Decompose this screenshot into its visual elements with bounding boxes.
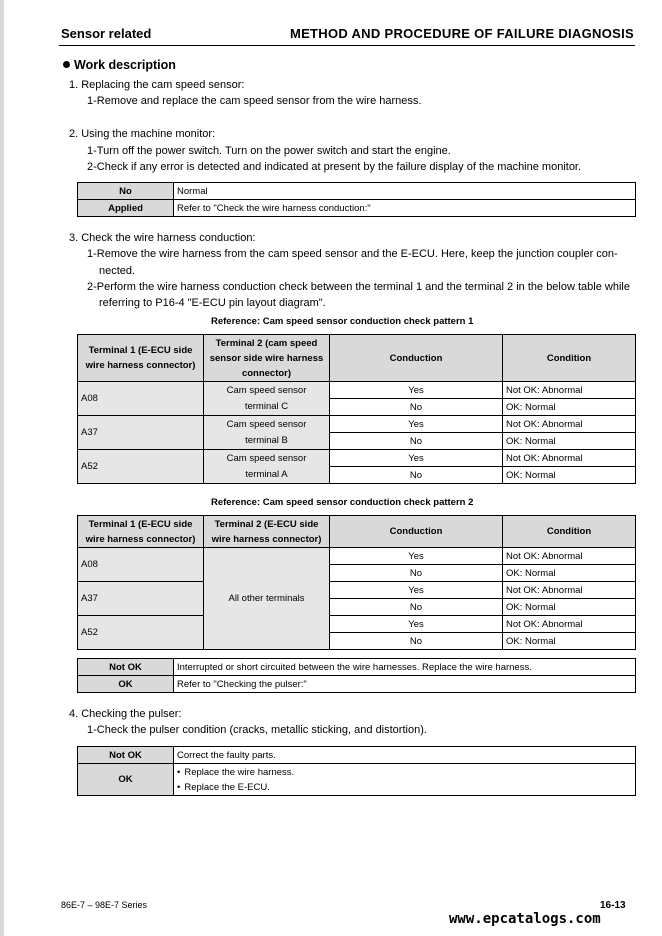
header-section-label: Sensor related [61,26,152,41]
conduction-cell: Yes [330,416,503,433]
footer-series: 86E-7 – 98E-7 Series [61,900,148,910]
step2-result-table [77,182,636,217]
conduction-cell: No [330,565,503,582]
conduction-cell: Yes [330,450,503,467]
terminal2-text: terminal B [245,434,288,446]
result-value [174,764,636,796]
table-header-row [78,516,636,548]
terminal2-all-cell: All other terminals [204,548,330,650]
result-key: Not OK [78,747,174,764]
condition-cell: Not OK: Abnormal [503,616,636,633]
header-condition: Condition [503,516,636,548]
step2-title: 2. Using the machine monitor: [69,128,216,140]
table-row [78,582,636,599]
bullet-icon [63,61,70,68]
step3-sub1-cont: nected. [99,265,136,277]
condition-cell: OK: Normal [503,633,636,650]
terminal2-text: Cam speed sensor [226,452,307,464]
header-text: sensor side wire harness [209,352,324,364]
page-header [59,26,635,46]
result-key: No [78,183,174,200]
result-value: Normal [174,183,636,200]
terminal2-cell [204,450,330,484]
condition-cell: Not OK: Abnormal [503,382,636,399]
terminal1-cell: A08 [78,548,204,582]
header-text: Terminal 1 (E-ECU side [88,345,193,356]
table-row [78,676,636,693]
terminal2-text: terminal A [245,468,288,480]
table-row [78,659,636,676]
list-item: • Replace the E-ECU. [177,780,632,795]
terminal2-text: Cam speed sensor [226,384,307,396]
table-row [78,747,636,764]
header-text: wire harness connector) [85,533,196,545]
condition-cell: OK: Normal [503,399,636,416]
step3-title: 3. Check the wire harness conduction: [69,232,256,244]
step4-result-table [77,746,636,796]
condition-cell: Not OK: Abnormal [503,548,636,565]
terminal2-cell [204,416,330,450]
section-title [63,58,176,72]
conduction-cell: No [330,599,503,616]
header-terminal2 [204,516,330,548]
conduction-cell: No [330,467,503,484]
watermark: www.epcatalogs.com [449,911,601,927]
terminal1-cell: A37 [78,416,204,450]
step1-title: 1. Replacing the cam speed sensor: [69,79,245,91]
step4-title: 4. Checking the pulser: [69,708,182,720]
header-terminal1 [78,335,204,382]
terminal2-cell [204,382,330,416]
result-key: Not OK [78,659,174,676]
header-text: Terminal 2 (cam speed [215,337,318,349]
condition-cell: Not OK: Abnormal [503,416,636,433]
result-value: Interrupted or short circuited between the wire harnesses. Replace the wire harness. [174,659,636,676]
result-key: OK [78,676,174,693]
conduction-cell: Yes [330,382,503,399]
table-row [78,382,636,399]
condition-cell: OK: Normal [503,599,636,616]
terminal1-cell: A52 [78,616,204,650]
table-row [78,416,636,433]
header-condition: Condition [503,335,636,382]
ok-action-list [177,765,632,795]
conduction-cell: No [330,633,503,650]
header-conduction: Conduction [330,516,503,548]
table-row [78,450,636,467]
result-value: Refer to "Checking the pulser:" [174,676,636,693]
header-chapter-title: METHOD AND PROCEDURE OF FAILURE DIAGNOSIS [289,26,634,41]
condition-cell: Not OK: Abnormal [503,450,636,467]
header-text: wire harness connector) [85,360,196,371]
header-terminal1 [78,516,204,548]
page-edge [0,0,4,936]
condition-cell: OK: Normal [503,467,636,484]
conduction-cell: Yes [330,616,503,633]
header-text: Terminal 2 (E-ECU side [214,518,319,530]
pattern2-caption: Reference: Cam speed sensor conduction check pattern 2 [211,497,474,508]
condition-cell: Not OK: Abnormal [503,582,636,599]
table-row [78,200,636,217]
header-conduction: Conduction [330,335,503,382]
conduction-cell: Yes [330,582,503,599]
result-key: OK [78,764,174,796]
conduction-cell: Yes [330,548,503,565]
header-text: connector) [241,367,292,379]
step2-sub2: 2-Check if any error is detected and indicated at present by the failure display of the machine monitor. [87,161,582,173]
conduction-cell: No [330,433,503,450]
section-title-text: Work description [74,58,176,72]
step3-sub1: 1-Remove the wire harness from the cam speed sensor and the E-ECU. Here, keep the junction coupler con- [87,248,618,260]
page-number: 16-13 [600,900,626,911]
result-value: Refer to "Check the wire harness conduction:" [174,200,636,217]
table-row [78,616,636,633]
step3-sub2: 2-Perform the wire harness conduction check between the terminal 1 and the terminal 2 in the below table while [87,281,630,293]
table-row [78,183,636,200]
terminal1-cell: A08 [78,382,204,416]
condition-cell: OK: Normal [503,565,636,582]
list-item: • Replace the wire harness. [177,765,632,780]
terminal1-cell: A52 [78,450,204,484]
step1-sub1: 1-Remove and replace the cam speed sensor from the wire harness. [87,95,422,107]
step3-sub2-cont: referring to P16-4 "E-ECU pin layout diagram". [99,297,326,309]
pattern2-table [77,515,636,650]
result-key: Applied [78,200,174,217]
header-terminal2 [204,335,330,382]
conduction-cell: No [330,399,503,416]
table-header-row [78,335,636,382]
terminal2-text: Cam speed sensor [226,418,307,430]
header-text: wire harness connector) [211,533,322,545]
pattern1-table [77,334,636,484]
step4-sub1: 1-Check the pulser condition (cracks, metallic sticking, and distortion). [87,724,427,736]
condition-cell: OK: Normal [503,433,636,450]
header-text: Terminal 1 (E-ECU side [88,518,193,530]
step3-result-table [77,658,636,693]
step2-sub1: 1-Turn off the power switch. Turn on the power switch and start the engine. [87,145,451,157]
pattern1-caption: Reference: Cam speed sensor conduction check pattern 1 [211,316,474,327]
table-row [78,548,636,565]
terminal2-text: terminal C [244,400,289,412]
result-value: Correct the faulty parts. [174,747,636,764]
table-row [78,764,636,796]
terminal1-cell: A37 [78,582,204,616]
